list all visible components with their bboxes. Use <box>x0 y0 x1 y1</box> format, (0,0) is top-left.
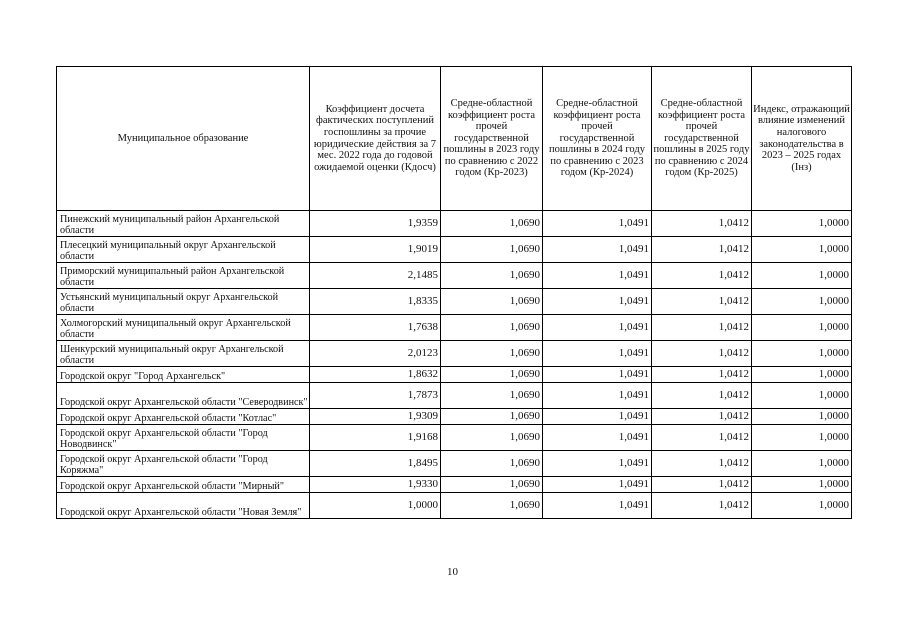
cell-inz: 1,0000 <box>752 477 852 493</box>
cell-kr-2025: 1,0412 <box>652 367 752 383</box>
cell-inz: 1,0000 <box>752 425 852 451</box>
cell-municipality: Городской округ Архангельской области "Город Новодвинск" <box>57 425 310 451</box>
cell-kr-2023: 1,0690 <box>441 477 543 493</box>
cell-kr-2023: 1,0690 <box>441 237 543 263</box>
cell-kdosch: 1,7638 <box>310 315 441 341</box>
cell-kr-2025: 1,0412 <box>652 315 752 341</box>
cell-inz: 1,0000 <box>752 263 852 289</box>
header-municipality: Муниципальное образование <box>57 67 310 211</box>
cell-municipality: Пинежский муниципальный район Архангельской области <box>57 211 310 237</box>
table-row <box>57 409 852 425</box>
cell-kdosch: 1,9168 <box>310 425 441 451</box>
cell-kr-2024: 1,0491 <box>543 367 652 383</box>
table-row <box>57 493 852 519</box>
cell-kdosch: 1,0000 <box>310 493 441 519</box>
cell-inz: 1,0000 <box>752 493 852 519</box>
cell-municipality: Холмогорский муниципальный округ Архангельской области <box>57 315 310 341</box>
cell-kr-2025: 1,0412 <box>652 493 752 519</box>
cell-kr-2023: 1,0690 <box>441 263 543 289</box>
cell-kr-2024: 1,0491 <box>543 477 652 493</box>
cell-kr-2025: 1,0412 <box>652 211 752 237</box>
cell-kr-2023: 1,0690 <box>441 493 543 519</box>
cell-municipality: Городской округ Архангельской области "Новая Земля" <box>57 493 310 519</box>
header-row <box>57 67 852 211</box>
table-row <box>57 367 852 383</box>
data-table <box>56 66 852 519</box>
cell-kdosch: 2,0123 <box>310 341 441 367</box>
cell-kr-2025: 1,0412 <box>652 409 752 425</box>
cell-kr-2024: 1,0491 <box>543 211 652 237</box>
table-row <box>57 341 852 367</box>
cell-kr-2023: 1,0690 <box>441 289 543 315</box>
cell-kdosch: 2,1485 <box>310 263 441 289</box>
cell-inz: 1,0000 <box>752 383 852 409</box>
cell-municipality: Городской округ Архангельской области "Котлас" <box>57 409 310 425</box>
cell-inz: 1,0000 <box>752 289 852 315</box>
cell-municipality: Городской округ Архангельской области "Мирный" <box>57 477 310 493</box>
table-body <box>57 211 852 519</box>
cell-inz: 1,0000 <box>752 409 852 425</box>
cell-kr-2023: 1,0690 <box>441 211 543 237</box>
cell-kr-2023: 1,0690 <box>441 383 543 409</box>
cell-kr-2024: 1,0491 <box>543 341 652 367</box>
cell-kr-2025: 1,0412 <box>652 289 752 315</box>
cell-inz: 1,0000 <box>752 341 852 367</box>
cell-kr-2024: 1,0491 <box>543 289 652 315</box>
table-row <box>57 451 852 477</box>
cell-inz: 1,0000 <box>752 451 852 477</box>
cell-municipality: Городской округ Архангельской области "Город Коряжма" <box>57 451 310 477</box>
cell-municipality: Приморский муниципальный район Архангельской области <box>57 263 310 289</box>
cell-kr-2023: 1,0690 <box>441 451 543 477</box>
cell-kr-2024: 1,0491 <box>543 451 652 477</box>
table-row <box>57 425 852 451</box>
cell-inz: 1,0000 <box>752 315 852 341</box>
cell-municipality: Шенкурский муниципальный округ Архангельской области <box>57 341 310 367</box>
cell-kr-2025: 1,0412 <box>652 451 752 477</box>
table-row <box>57 383 852 409</box>
cell-kr-2023: 1,0690 <box>441 367 543 383</box>
cell-kr-2024: 1,0491 <box>543 237 652 263</box>
table-row <box>57 315 852 341</box>
table-row <box>57 263 852 289</box>
cell-kr-2025: 1,0412 <box>652 341 752 367</box>
cell-kr-2023: 1,0690 <box>441 425 543 451</box>
cell-kr-2024: 1,0491 <box>543 409 652 425</box>
cell-municipality: Устьянский муниципальный округ Архангельской области <box>57 289 310 315</box>
header-kdosch: Коэффициент досчета фактических поступлений госпошлины за прочие юридические действия за 7 мес. 2022 года до годовой ожидаемой оценки (Кдосч) <box>310 67 441 211</box>
cell-kr-2025: 1,0412 <box>652 425 752 451</box>
header-inz: Индекс, отражающий влияние изменений налогового законодательства в 2023 – 2025 годах (Iнз) <box>752 67 852 211</box>
cell-kr-2025: 1,0412 <box>652 477 752 493</box>
page-number: 10 <box>447 566 458 578</box>
cell-kr-2024: 1,0491 <box>543 493 652 519</box>
cell-kr-2024: 1,0491 <box>543 263 652 289</box>
cell-kdosch: 1,9359 <box>310 211 441 237</box>
cell-kdosch: 1,9309 <box>310 409 441 425</box>
cell-kr-2024: 1,0491 <box>543 315 652 341</box>
table-row <box>57 289 852 315</box>
cell-kr-2023: 1,0690 <box>441 409 543 425</box>
cell-kr-2024: 1,0491 <box>543 383 652 409</box>
cell-inz: 1,0000 <box>752 211 852 237</box>
table-row <box>57 211 852 237</box>
cell-municipality: Городской округ "Город Архангельск" <box>57 367 310 383</box>
header-kr-2023: Средне-областной коэффициент роста прочей государственной пошлины в 2023 году по сравнению с 2022 годом (Кр-2023) <box>441 67 543 211</box>
cell-kdosch: 1,8632 <box>310 367 441 383</box>
cell-inz: 1,0000 <box>752 367 852 383</box>
cell-inz: 1,0000 <box>752 237 852 263</box>
cell-kr-2024: 1,0491 <box>543 425 652 451</box>
cell-kdosch: 1,9330 <box>310 477 441 493</box>
cell-kdosch: 1,7873 <box>310 383 441 409</box>
cell-kr-2025: 1,0412 <box>652 263 752 289</box>
cell-kr-2025: 1,0412 <box>652 237 752 263</box>
cell-kr-2025: 1,0412 <box>652 383 752 409</box>
cell-kdosch: 1,8335 <box>310 289 441 315</box>
cell-municipality: Городской округ Архангельской области "Северодвинск" <box>57 383 310 409</box>
cell-municipality: Плесецкий муниципальный округ Архангельской области <box>57 237 310 263</box>
cell-kr-2023: 1,0690 <box>441 315 543 341</box>
table-row <box>57 477 852 493</box>
cell-kdosch: 1,8495 <box>310 451 441 477</box>
table-row <box>57 237 852 263</box>
cell-kdosch: 1,9019 <box>310 237 441 263</box>
cell-kr-2023: 1,0690 <box>441 341 543 367</box>
header-kr-2025: Средне-областной коэффициент роста прочей государственной пошлины в 2025 году по сравнению с 2024 годом (Кр-2025) <box>652 67 752 211</box>
header-kr-2024: Средне-областной коэффициент роста прочей государственной пошлины в 2024 году по сравнению с 2023 годом (Кр-2024) <box>543 67 652 211</box>
